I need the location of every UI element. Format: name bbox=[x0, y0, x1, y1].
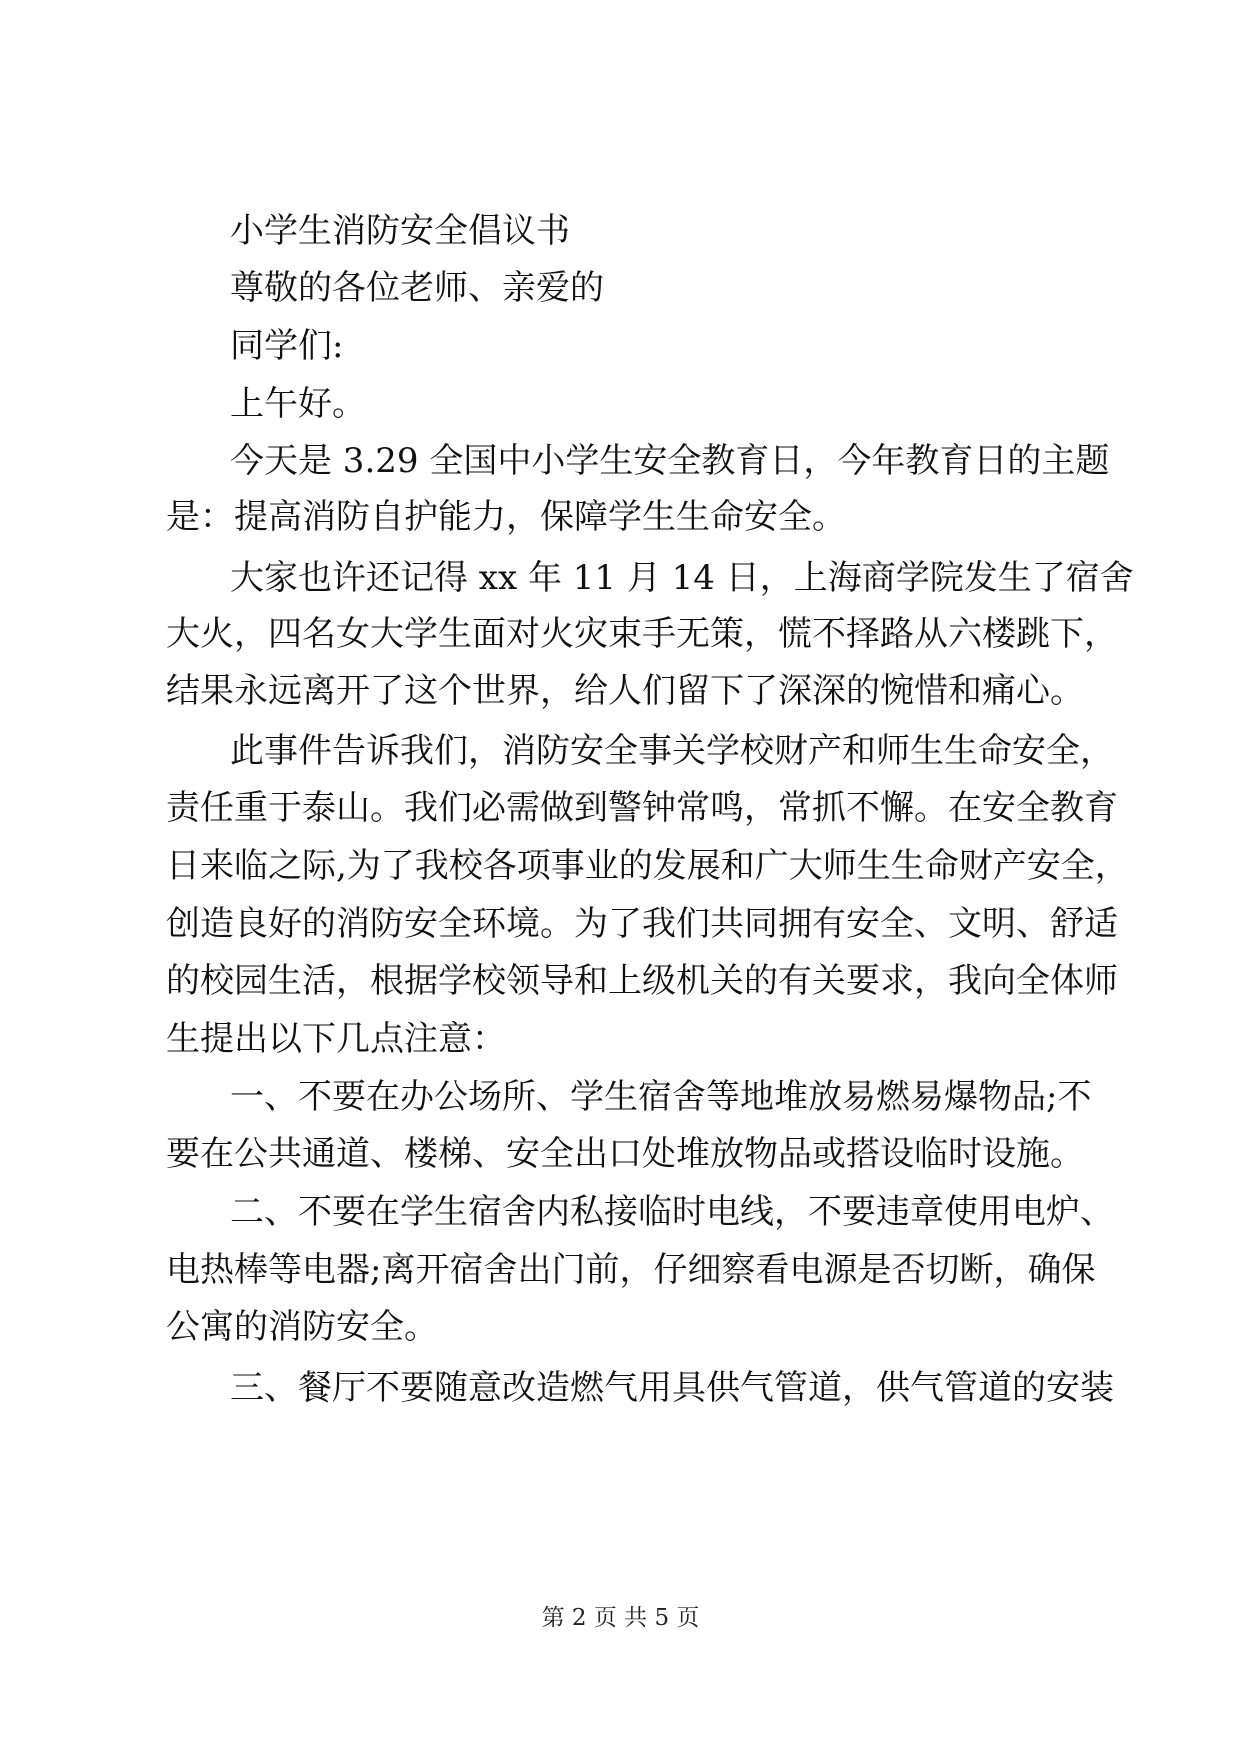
paragraph-2-line-2: 大火，四名女大学生面对火灾束手无策，慌不择路从六楼跳下， bbox=[166, 614, 1118, 654]
paragraph-3-line-2: 责任重于泰山。我们必需做到警钟常鸣，常抓不懈。在安全教育 bbox=[166, 788, 1118, 828]
paragraph-6-line-1: 三、餐厅不要随意改造燃气用具供气管道，供气管道的安装 bbox=[230, 1368, 1114, 1408]
paragraph-3-line-5: 的校园生活，根据学校领导和上级机关的有关要求，我向全体师 bbox=[166, 961, 1118, 1001]
paragraph-3-line-4: 创造良好的消防安全环境。为了我们共同拥有安全、文明、舒适 bbox=[166, 904, 1118, 944]
paragraph-2-line-3: 结果永远离开了这个世界，给人们留下了深深的惋惜和痛心。 bbox=[166, 671, 1084, 711]
document-title: 小学生消防安全倡议书 bbox=[230, 211, 570, 251]
salutation-line-2: 同学们: bbox=[230, 326, 344, 366]
paragraph-1-line-1: 今天是 3.29 全国中小学生安全教育日，今年教育日的主题 bbox=[230, 441, 1110, 481]
page-number-footer: 第 2 页 共 5 页 bbox=[541, 1605, 700, 1631]
paragraph-4-line-2: 要在公共通道、楼梯、安全出口处堆放物品或搭设临时设施。 bbox=[166, 1134, 1084, 1174]
greeting: 上午好。 bbox=[230, 384, 366, 424]
paragraph-5-line-1: 二、不要在学生宿舍内私接临时电线，不要违章使用电炉、 bbox=[230, 1192, 1114, 1232]
paragraph-3-line-6: 生提出以下几点注意： bbox=[166, 1019, 506, 1059]
paragraph-4-line-1: 一、不要在办公场所、学生宿舍等地堆放易燃易爆物品;不 bbox=[230, 1077, 1092, 1117]
paragraph-5-line-2: 电热棒等电器;离开宿舍出门前，仔细察看电源是否切断，确保 bbox=[166, 1250, 1096, 1290]
paragraph-5-line-3: 公寓的消防安全。 bbox=[166, 1307, 438, 1347]
paragraph-3-line-3: 日来临之际,为了我校各项事业的发展和广大师生生命财产安全， bbox=[166, 846, 1129, 886]
paragraph-2-line-1: 大家也许还记得 xx 年 11 月 14 日，上海商学院发生了宿舍 bbox=[230, 558, 1134, 598]
salutation-line-1: 尊敬的各位老师、亲爱的 bbox=[230, 268, 604, 308]
paragraph-1-line-2: 是：提高消防自护能力，保障学生生命安全。 bbox=[166, 497, 846, 537]
paragraph-3-line-1: 此事件告诉我们，消防安全事关学校财产和师生生命安全， bbox=[230, 731, 1114, 771]
